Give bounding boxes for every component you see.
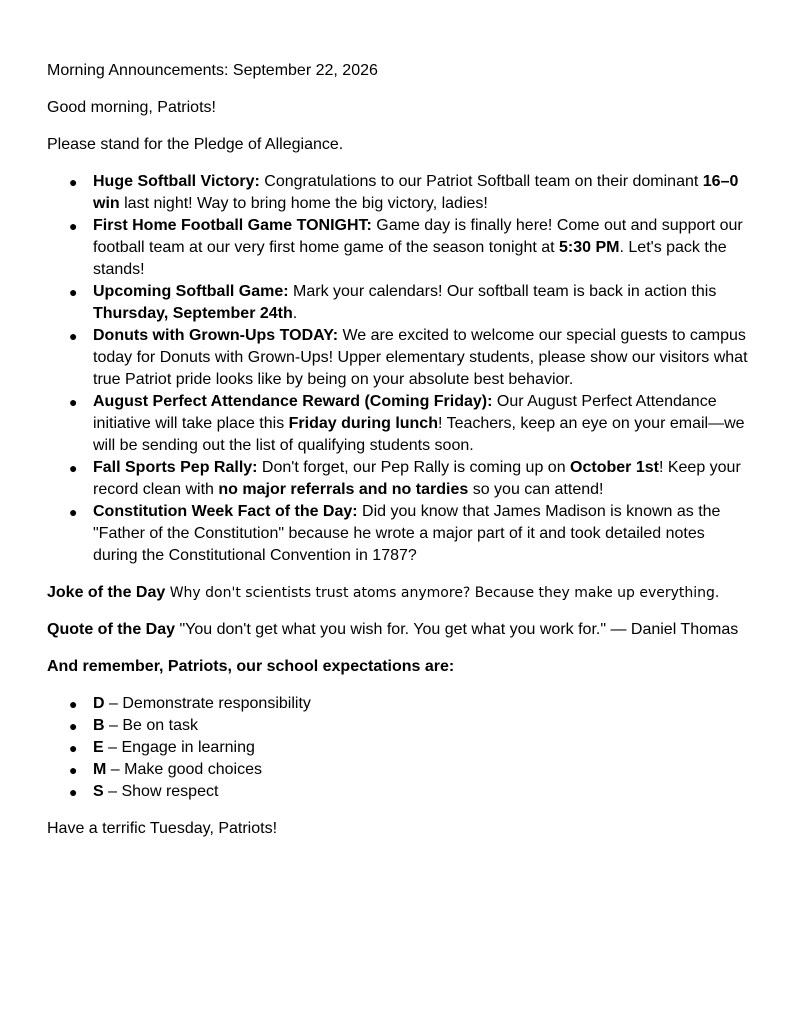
- expectation-item: [47, 693, 752, 715]
- expectation-separator: –: [104, 717, 123, 734]
- announcement-item: [47, 457, 752, 501]
- announcement-text: Game day is finally here! Come out and support our football team at our very first home game of the season tonight at: [93, 217, 743, 256]
- quote-of-the-day: [47, 619, 752, 641]
- expectations-list: [47, 693, 752, 803]
- announcement-heading: Constitution Week Fact of the Day:: [93, 503, 358, 520]
- expectation-item: [47, 759, 752, 781]
- announcement-text: so you can attend!: [468, 481, 604, 498]
- announcements-list: [47, 171, 752, 567]
- announcement-highlight: Thursday, September 24th: [93, 305, 293, 322]
- announcement-highlight: no major referrals and no tardies: [218, 481, 469, 498]
- announcement-heading: Upcoming Softball Game:: [93, 283, 289, 300]
- expectation-letter: B: [93, 717, 105, 734]
- announcement-text: last night! Way to bring home the big victory, ladies!: [119, 195, 488, 212]
- announcement-highlight: 5:30 PM: [559, 239, 620, 256]
- expectation-separator: –: [103, 739, 122, 756]
- announcement-item: [47, 281, 752, 325]
- announcement-text: We are excited to welcome our special guests to campus today for Donuts with Grown-Ups! Upper elementary students, please show our visitors what true Patriot pride looks like by being on your absolute best behavior.: [93, 327, 748, 388]
- pledge-text: Please stand for the Pledge of Allegiance.: [47, 136, 344, 153]
- announcement-text: ! Keep your record clean with: [93, 459, 741, 498]
- expectation-letter: S: [93, 783, 104, 800]
- expectation-item: [47, 737, 752, 759]
- expectation-letter: E: [93, 739, 104, 756]
- announcement-text: Did you know that James Madison is known as the "Father of the Constitution" because he wrote a major part of it and took detailed notes during the Constitutional Convention in 1787?: [93, 503, 721, 564]
- announcement-highlight: 16–0 win: [93, 173, 739, 212]
- announcement-text: Mark your calendars! Our softball team is back in action this: [288, 283, 717, 300]
- expectation-separator: –: [106, 761, 125, 778]
- announcement-heading: Donuts with Grown-Ups TODAY:: [93, 327, 339, 344]
- expectation-text: Be on task: [122, 717, 198, 734]
- announcement-heading: Huge Softball Victory:: [93, 173, 260, 190]
- announcement-item: [47, 501, 752, 567]
- announcement-heading: Fall Sports Pep Rally:: [93, 459, 258, 476]
- joke-text: Why don't scientists trust atoms anymore? Because they make up everything.: [169, 585, 720, 601]
- announcement-text: . Let's pack the stands!: [93, 239, 727, 278]
- announcement-item: [47, 215, 752, 281]
- announcement-text: Our August Perfect Attendance initiative will take place this: [93, 393, 717, 432]
- announcement-text: .: [292, 305, 298, 322]
- announcement-text: Don't forget, our Pep Rally is coming up on: [257, 459, 571, 476]
- expectation-text: Show respect: [121, 783, 219, 800]
- quote-text: "You don't get what you wish for. You get what you work for." — Daniel Thomas: [179, 621, 739, 638]
- announcement-heading: August Perfect Attendance Reward (Coming Friday):: [93, 393, 493, 410]
- expectation-item: [47, 715, 752, 737]
- joke-of-the-day: [47, 582, 752, 604]
- expectation-text: Engage in learning: [121, 739, 255, 756]
- greeting-text: Good morning, Patriots!: [47, 99, 216, 116]
- expectation-text: Demonstrate responsibility: [122, 695, 311, 712]
- announcement-text: ! Teachers, keep an eye on your email—we will be sending out the list of qualifying students soon.: [93, 415, 745, 454]
- expectation-separator: –: [103, 783, 122, 800]
- document-title: Morning Announcements: September 22, 2026: [47, 62, 378, 79]
- expectations-intro: [47, 656, 752, 678]
- announcement-document: [47, 60, 752, 855]
- closing-text: Have a terrific Tuesday, Patriots!: [47, 820, 278, 837]
- announcement-highlight: Friday during lunch: [288, 415, 438, 432]
- announcement-highlight: October 1st: [570, 459, 659, 476]
- expectation-letter: M: [93, 761, 107, 778]
- expectation-item: [47, 781, 752, 803]
- announcement-item: [47, 391, 752, 457]
- expectation-text: Make good choices: [124, 761, 262, 778]
- quote-label: Quote of the Day: [47, 621, 176, 638]
- announcement-text: Congratulations to our Patriot Softball team on their dominant: [259, 173, 703, 190]
- announcement-heading: First Home Football Game TONIGHT:: [93, 217, 372, 234]
- expectations-intro-text: And remember, Patriots, our school expectations are:: [47, 658, 455, 675]
- expectation-separator: –: [104, 695, 123, 712]
- announcement-item: [47, 171, 752, 215]
- joke-label: Joke of the Day: [47, 584, 166, 601]
- expectation-letter: D: [93, 695, 105, 712]
- announcement-item: [47, 325, 752, 391]
